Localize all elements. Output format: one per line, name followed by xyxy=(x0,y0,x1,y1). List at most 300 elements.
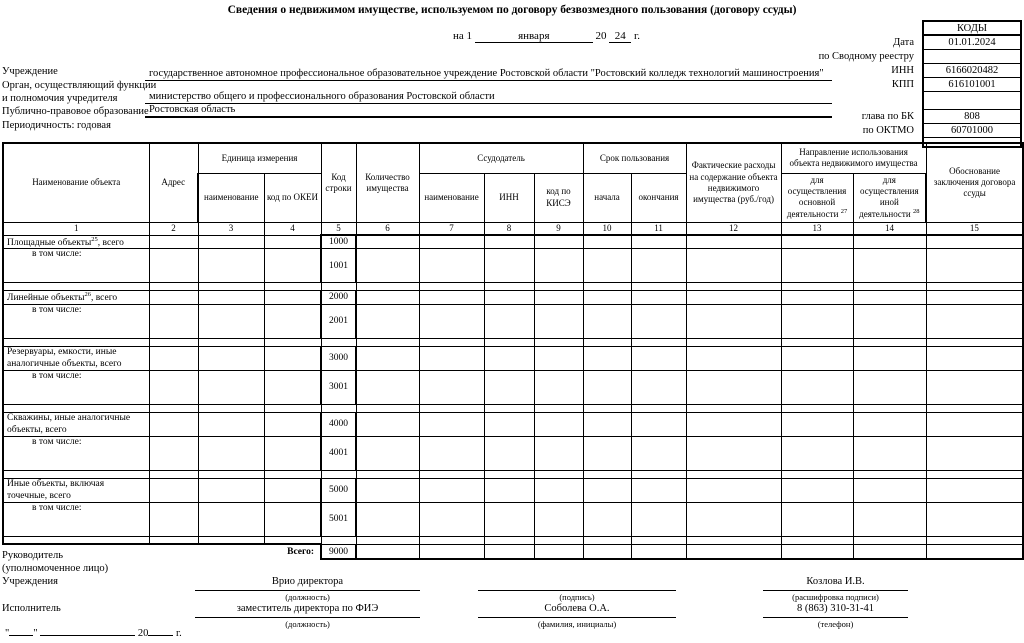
empty-cell xyxy=(149,404,198,412)
empty-cell xyxy=(356,346,419,370)
empty-cell xyxy=(853,249,926,283)
line-code-cell: 2000 xyxy=(321,291,356,305)
section-name-cell xyxy=(3,235,149,249)
col-justification: Обоснование заключения договора ссуды xyxy=(926,143,1023,222)
empty-cell xyxy=(631,249,686,283)
empty-cell xyxy=(149,235,198,249)
empty-cell xyxy=(686,470,781,478)
sub-label-cell: в том числе: xyxy=(3,502,149,536)
empty-cell xyxy=(356,470,419,478)
empty-cell xyxy=(149,291,198,305)
empty-cell xyxy=(321,404,356,412)
executor-phone-caption: (телефон) xyxy=(817,619,854,629)
empty-cell xyxy=(419,346,484,370)
empty-cell xyxy=(534,478,583,502)
empty-cell xyxy=(686,283,781,291)
empty-cell xyxy=(926,346,1023,370)
section-header-row xyxy=(3,291,1023,305)
section-name-rest: , всего xyxy=(90,293,118,304)
empty-cell xyxy=(926,478,1023,502)
column-number: 5 xyxy=(321,222,356,235)
codes-value: 60701000 xyxy=(923,123,1021,137)
date-month-field: января xyxy=(475,30,593,43)
section-header-row xyxy=(3,235,1023,249)
empty-cell xyxy=(583,412,631,436)
empty-cell xyxy=(149,478,198,502)
empty-cell xyxy=(264,470,321,478)
empty-cell xyxy=(149,470,198,478)
empty-cell xyxy=(419,502,484,536)
footnote-ref-27: 27 xyxy=(840,208,848,216)
empty-cell xyxy=(484,404,534,412)
col-usage-main xyxy=(781,173,853,222)
empty-cell xyxy=(264,283,321,291)
col-term-end: окончания xyxy=(631,173,686,222)
empty-cell xyxy=(356,370,419,404)
empty-cell xyxy=(926,338,1023,346)
empty-cell xyxy=(631,346,686,370)
empty-cell xyxy=(3,338,149,346)
empty-cell xyxy=(356,536,419,544)
section-name: Линейные объекты xyxy=(7,293,85,304)
empty-cell xyxy=(853,412,926,436)
empty-cell xyxy=(926,235,1023,249)
column-number: 8 xyxy=(484,222,534,235)
column-number: 11 xyxy=(631,222,686,235)
section-header-row xyxy=(3,346,1023,370)
col-usage-main-text: для осуществления основной деятельности xyxy=(786,174,847,220)
col-lender-inn: ИНН xyxy=(484,173,534,222)
empty-cell xyxy=(926,470,1023,478)
section-detail-row xyxy=(3,304,1023,338)
head-position-caption: (должность) xyxy=(285,592,330,602)
sub-label-cell: в том числе: xyxy=(3,249,149,283)
empty-cell xyxy=(198,370,264,404)
separator-row xyxy=(3,404,1023,412)
empty-cell xyxy=(583,338,631,346)
empty-cell xyxy=(419,249,484,283)
empty-cell xyxy=(321,470,356,478)
empty-cell xyxy=(198,412,264,436)
empty-cell xyxy=(781,249,853,283)
empty-cell xyxy=(686,536,781,544)
empty-cell xyxy=(583,291,631,305)
empty-cell xyxy=(3,536,149,544)
column-number: 2 xyxy=(149,222,198,235)
empty-cell xyxy=(631,470,686,478)
empty-cell xyxy=(534,404,583,412)
empty-cell xyxy=(356,502,419,536)
empty-cell xyxy=(631,291,686,305)
section-name-rest: , всего xyxy=(97,237,124,248)
empty-cell xyxy=(534,470,583,478)
executor-name-caption: (фамилия, инициалы) xyxy=(537,619,617,629)
separator-row xyxy=(3,470,1023,478)
date-suffix: г. xyxy=(634,30,641,42)
empty-cell xyxy=(781,304,853,338)
executor-position-caption: (должность) xyxy=(285,619,330,629)
empty-cell xyxy=(583,304,631,338)
empty-cell xyxy=(3,283,149,291)
empty-cell xyxy=(534,304,583,338)
empty-cell xyxy=(686,544,781,559)
empty-cell xyxy=(781,544,853,559)
empty-cell xyxy=(419,536,484,544)
section-name-cell xyxy=(3,412,149,436)
codes-label: по ОКТМО xyxy=(862,124,914,136)
empty-cell xyxy=(781,346,853,370)
empty-cell xyxy=(484,370,534,404)
empty-cell xyxy=(149,346,198,370)
section-name: Резервуары, емкости, иные аналогичные объекты, всего xyxy=(7,346,122,370)
empty-cell xyxy=(198,536,264,544)
empty-cell xyxy=(484,470,534,478)
empty-cell xyxy=(198,249,264,283)
empty-cell xyxy=(853,502,926,536)
empty-cell xyxy=(631,404,686,412)
col-address: Адрес xyxy=(149,143,198,222)
empty-cell xyxy=(583,536,631,544)
empty-cell xyxy=(198,346,264,370)
empty-cell xyxy=(926,412,1023,436)
line-code-cell: 3000 xyxy=(321,346,356,370)
empty-cell xyxy=(853,536,926,544)
date-year-prefix: 20 xyxy=(595,30,607,42)
line-code-cell: 3001 xyxy=(321,370,356,404)
property-table xyxy=(2,142,1024,560)
sub-label-cell: в том числе: xyxy=(3,370,149,404)
empty-cell xyxy=(853,436,926,470)
col-term-group: Срок пользования xyxy=(583,143,686,173)
empty-cell xyxy=(356,412,419,436)
head-label-2: (уполномоченное лицо) xyxy=(2,563,109,574)
section-name: Скважины, иные аналогичные объекты, всего xyxy=(7,412,131,436)
line-code-cell: 2001 xyxy=(321,304,356,338)
public-entity-label: Публично-правовое образование xyxy=(2,106,149,117)
empty-cell xyxy=(853,235,926,249)
empty-cell xyxy=(631,536,686,544)
empty-cell xyxy=(356,291,419,305)
executor-label: Исполнитель xyxy=(2,603,61,614)
empty-cell xyxy=(321,283,356,291)
separator-row xyxy=(3,338,1023,346)
empty-cell xyxy=(419,412,484,436)
col-term-start: начала xyxy=(583,173,631,222)
column-number: 12 xyxy=(686,222,781,235)
empty-cell xyxy=(419,370,484,404)
empty-cell xyxy=(198,478,264,502)
empty-cell xyxy=(631,304,686,338)
empty-cell xyxy=(419,291,484,305)
empty-cell xyxy=(781,412,853,436)
empty-cell xyxy=(484,544,534,559)
empty-cell xyxy=(149,436,198,470)
section-name: Площадные объекты xyxy=(7,237,92,248)
empty-cell xyxy=(264,478,321,502)
empty-cell xyxy=(534,436,583,470)
empty-cell xyxy=(534,249,583,283)
col-unit-name: наименование xyxy=(198,173,264,222)
empty-cell xyxy=(198,283,264,291)
column-number: 7 xyxy=(419,222,484,235)
year-prefix: 20 xyxy=(137,628,149,639)
column-number: 15 xyxy=(926,222,1023,235)
codes-header: КОДЫ xyxy=(923,21,1021,35)
empty-cell xyxy=(356,249,419,283)
empty-cell xyxy=(686,370,781,404)
empty-cell xyxy=(686,304,781,338)
empty-cell xyxy=(926,370,1023,404)
empty-cell xyxy=(781,370,853,404)
empty-cell xyxy=(781,478,853,502)
codes-row-registry xyxy=(793,49,1021,63)
col-unit-group: Единица измерения xyxy=(198,143,321,173)
empty-cell xyxy=(534,544,583,559)
executor-name-field: Соболева О.А. xyxy=(478,603,676,618)
empty-cell xyxy=(926,304,1023,338)
empty-cell xyxy=(686,291,781,305)
empty-cell xyxy=(781,470,853,478)
founder-value: министерство общего и профессионального образования Ростовской области xyxy=(145,91,832,104)
empty-cell xyxy=(484,249,534,283)
empty-cell xyxy=(583,404,631,412)
empty-cell xyxy=(419,338,484,346)
empty-cell xyxy=(264,249,321,283)
empty-cell xyxy=(484,291,534,305)
column-number: 6 xyxy=(356,222,419,235)
section-detail-row xyxy=(3,502,1023,536)
empty-cell xyxy=(686,346,781,370)
empty-cell xyxy=(264,436,321,470)
empty-cell xyxy=(926,291,1023,305)
empty-cell xyxy=(356,478,419,502)
line-code-cell: 5001 xyxy=(321,502,356,536)
empty-cell xyxy=(484,502,534,536)
section-detail-row xyxy=(3,249,1023,283)
empty-cell xyxy=(781,436,853,470)
empty-cell xyxy=(264,235,321,249)
section-detail-row xyxy=(3,370,1023,404)
empty-cell xyxy=(926,436,1023,470)
empty-cell xyxy=(781,338,853,346)
section-name: Иные объекты, включая точечные, всего xyxy=(7,478,105,502)
col-lender-kise: код по КИСЭ xyxy=(534,173,583,222)
separator-row xyxy=(3,283,1023,291)
col-line-code: Код строки xyxy=(321,143,356,222)
empty-cell xyxy=(264,370,321,404)
empty-cell xyxy=(583,470,631,478)
column-number: 1 xyxy=(3,222,149,235)
empty-cell xyxy=(781,291,853,305)
empty-cell xyxy=(356,544,419,559)
empty-cell xyxy=(631,544,686,559)
codes-header-row xyxy=(793,21,1021,35)
empty-cell xyxy=(264,536,321,544)
column-number: 10 xyxy=(583,222,631,235)
codes-value: 808 xyxy=(923,109,1021,123)
empty-cell xyxy=(3,470,149,478)
empty-cell xyxy=(583,478,631,502)
empty-cell xyxy=(926,536,1023,544)
empty-cell xyxy=(264,338,321,346)
section-header-row xyxy=(3,478,1023,502)
empty-cell xyxy=(583,370,631,404)
col-quantity: Количество имущества xyxy=(356,143,419,222)
empty-cell xyxy=(534,412,583,436)
founder-label-line1: Орган, осуществляющий функции xyxy=(2,80,157,91)
empty-cell xyxy=(264,304,321,338)
empty-cell xyxy=(484,346,534,370)
head-name-caption: (расшифровка подписи) xyxy=(792,592,879,602)
empty-cell xyxy=(583,346,631,370)
col-usage-other-text: для осуществления иной деятельности xyxy=(859,174,919,220)
date-prefix: на 1 xyxy=(453,30,473,42)
empty-cell xyxy=(583,436,631,470)
empty-cell xyxy=(853,478,926,502)
empty-cell xyxy=(534,291,583,305)
empty-cell xyxy=(264,291,321,305)
empty-cell xyxy=(853,283,926,291)
footnote-ref: 25 xyxy=(91,235,98,243)
empty-cell xyxy=(356,304,419,338)
codes-row-date xyxy=(793,35,1021,49)
executor-phone-field: 8 (863) 310-31-41 xyxy=(763,603,908,618)
empty-cell xyxy=(583,283,631,291)
section-name-cell xyxy=(3,478,149,502)
empty-cell xyxy=(781,502,853,536)
year-blank-field xyxy=(148,635,173,636)
column-number: 9 xyxy=(534,222,583,235)
founder-label-line2: и полномочия учредителя xyxy=(2,93,118,104)
empty-cell xyxy=(149,536,198,544)
codes-label: КПП xyxy=(891,78,914,90)
col-expenses: Фактические расходы на содержание объекта недвижимого имущества (руб./год) xyxy=(686,143,781,222)
total-code-cell: 9000 xyxy=(321,544,356,559)
empty-cell xyxy=(264,346,321,370)
empty-cell xyxy=(534,338,583,346)
sub-label-cell: в том числе: xyxy=(3,304,149,338)
codes-label: по Сводному реестру xyxy=(818,50,914,62)
empty-cell xyxy=(356,283,419,291)
empty-cell xyxy=(686,502,781,536)
institution-label: Учреждение xyxy=(2,66,58,77)
codes-row-oktmo xyxy=(793,123,1021,137)
head-signature-caption: (подпись) xyxy=(559,592,595,602)
col-object-name: Наименование объекта xyxy=(3,143,149,222)
line-code-cell: 4000 xyxy=(321,412,356,436)
empty-cell xyxy=(484,436,534,470)
empty-cell xyxy=(583,249,631,283)
column-number: 4 xyxy=(264,222,321,235)
empty-cell xyxy=(356,404,419,412)
empty-cell xyxy=(484,478,534,502)
codes-value: 01.01.2024 xyxy=(923,35,1021,49)
total-row xyxy=(3,544,1023,559)
empty-cell xyxy=(686,436,781,470)
col-lender-group: Ссудодатель xyxy=(419,143,583,173)
column-number: 14 xyxy=(853,222,926,235)
head-name-field: Козлова И.В. xyxy=(763,576,908,591)
empty-cell xyxy=(631,478,686,502)
empty-cell xyxy=(149,249,198,283)
section-detail-row xyxy=(3,436,1023,470)
empty-cell xyxy=(356,338,419,346)
empty-cell xyxy=(926,544,1023,559)
footnote-ref: 26 xyxy=(84,291,91,299)
empty-cell xyxy=(198,502,264,536)
col-lender-name: наименование xyxy=(419,173,484,222)
empty-cell xyxy=(853,370,926,404)
codes-value: 6166020482 xyxy=(923,63,1021,77)
empty-cell xyxy=(264,502,321,536)
empty-cell xyxy=(264,412,321,436)
empty-cell xyxy=(484,536,534,544)
empty-cell xyxy=(853,404,926,412)
empty-cell xyxy=(853,544,926,559)
empty-cell xyxy=(534,536,583,544)
year-suffix: г. xyxy=(175,628,182,639)
footnote-ref-28: 28 xyxy=(912,208,920,216)
empty-cell xyxy=(419,235,484,249)
empty-cell xyxy=(534,346,583,370)
empty-cell xyxy=(781,235,853,249)
document-title: Сведения о недвижимом имуществе, используемом по договору безвозмездного пользования (договору ссуды) xyxy=(227,4,797,16)
empty-cell xyxy=(149,502,198,536)
empty-cell xyxy=(686,412,781,436)
empty-cell xyxy=(781,536,853,544)
month-blank-field xyxy=(40,635,135,636)
executor-position-field: заместитель директора по ФИЭ xyxy=(195,603,420,618)
empty-cell xyxy=(321,536,356,544)
empty-cell xyxy=(198,235,264,249)
date-year-field: 24 xyxy=(609,30,631,43)
empty-cell xyxy=(419,544,484,559)
empty-cell xyxy=(853,338,926,346)
empty-cell xyxy=(631,412,686,436)
col-usage-other xyxy=(853,173,926,222)
empty-cell xyxy=(631,338,686,346)
empty-cell xyxy=(631,235,686,249)
separator-row xyxy=(3,536,1023,544)
empty-cell xyxy=(149,338,198,346)
empty-cell xyxy=(198,404,264,412)
empty-cell xyxy=(583,544,631,559)
head-label-3: Учреждения xyxy=(2,576,58,587)
empty-cell xyxy=(419,283,484,291)
empty-cell xyxy=(926,283,1023,291)
empty-cell xyxy=(686,249,781,283)
line-code-cell: 1000 xyxy=(321,235,356,249)
empty-cell xyxy=(926,404,1023,412)
head-signature-field xyxy=(478,576,676,591)
section-header-row xyxy=(3,412,1023,436)
empty-cell xyxy=(419,404,484,412)
empty-cell xyxy=(926,249,1023,283)
sub-label-cell: в том числе: xyxy=(3,436,149,470)
empty-cell xyxy=(3,404,149,412)
empty-cell xyxy=(686,404,781,412)
empty-cell xyxy=(534,235,583,249)
line-code-cell: 4001 xyxy=(321,436,356,470)
column-number: 3 xyxy=(198,222,264,235)
quote-close: " xyxy=(33,628,38,639)
empty-cell xyxy=(198,304,264,338)
empty-cell xyxy=(686,235,781,249)
empty-cell xyxy=(419,304,484,338)
empty-cell xyxy=(853,291,926,305)
empty-cell xyxy=(484,338,534,346)
empty-cell xyxy=(484,304,534,338)
